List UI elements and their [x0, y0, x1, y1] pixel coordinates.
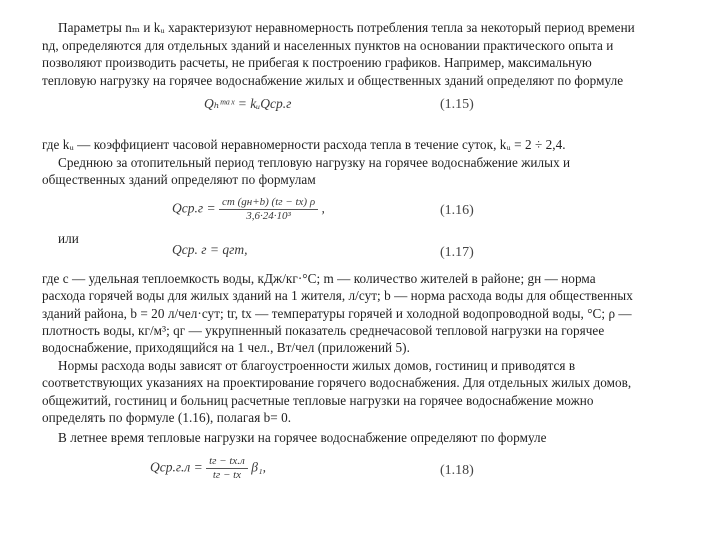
- paragraph-4-line-4: определять по формуле (1.16), полагая b= 0.: [42, 410, 292, 425]
- formula-1-16-fraction: [219, 196, 318, 223]
- paragraph-3-line-2: расхода горячей воды для жилых зданий на 1 жителя, л/сут; b — норма расхода воды для общественных: [42, 288, 633, 303]
- paragraph-3-line-1: где c — удельная теплоемкость воды, кДж/кг·°С; m — количество жителей в районе; gн — норма: [42, 271, 596, 286]
- formula-1-18: [150, 455, 266, 482]
- formula-1-16-denominator: 3,6·24·10³: [246, 210, 291, 222]
- paragraph-1-line-1: Параметры nₘ и kᵤ характеризуют неравномерность потребления тепла за некоторый период времени: [58, 20, 635, 35]
- paragraph-3-line-3: зданий района, b = 20 л/чел·сут; tг, tх — температуры горячей и холодной водопроводной воды, °С; ρ —: [42, 306, 632, 321]
- paragraph-4-line-3: общежитий, гостиниц и больниц расчетные тепловые нагрузки на горячее водоснабжение можно: [42, 393, 594, 408]
- paragraph-2-line-1: где kᵤ — коэффициент часовой неравномерности расхода тепла в течение суток, kᵤ = 2 ÷ 2,4.: [42, 137, 566, 152]
- paragraph-1-line-4: тепловую нагрузку на горячее водоснабжение жилых и общественных зданий определяют по формуле: [42, 73, 624, 88]
- paragraph-3-line-5: водоснабжение, приходящийся на 1 чел., Вт/чел (приложений 5).: [42, 340, 410, 355]
- formula-1-17: Qср. г = qгm,: [172, 242, 248, 257]
- formula-1-18-numerator: tг − tх.л: [206, 455, 248, 469]
- paragraph-3-line-4: плотность воды, кг/м³; qг — укрупненный показатель среднечасовой тепловой нагрузки на горячее: [42, 323, 605, 338]
- formula-1-18-lhs: Qср.г.л =: [150, 459, 203, 475]
- paragraph-4-line-2: соответствующих указаниях на проектирование горячего водоснабжения. Для отдельных жилых домов,: [42, 375, 632, 390]
- formula-1-16-numerator: cm (gн+b) (tг − tх) ρ: [219, 196, 318, 210]
- formula-1-16-tail: ,: [321, 200, 325, 216]
- paragraph-4-line-1: Нормы расхода воды зависят от благоустроенности жилых домов, гостиниц и приводятся в: [58, 358, 576, 373]
- formula-1-18-denominator: tг − tх: [212, 469, 242, 481]
- formula-1-17-number: (1.17): [440, 245, 474, 260]
- paragraph-2-line-3: общественных зданий определяют по формулам: [42, 172, 316, 187]
- formula-1-16-lhs: Qср.г =: [172, 200, 216, 216]
- formula-1-15: Qₕᵐᵃˣ = kᵤQср.г: [204, 96, 292, 111]
- formula-1-16: [172, 196, 325, 223]
- formula-1-15-number: (1.15): [440, 97, 474, 112]
- formula-1-18-tail: β₁,: [251, 459, 267, 475]
- paragraph-5-line-1: В летнее время тепловые нагрузки на горячее водоснабжение определяют по формуле: [58, 430, 547, 445]
- ili-label: или: [58, 231, 79, 246]
- paragraph-1-line-3: позволяют производить расчеты, не прибегая к построению графиков. Например, максимальную: [42, 55, 592, 70]
- formula-1-16-number: (1.16): [440, 203, 474, 218]
- paragraph-1-line-2: nд, определяются для отдельных зданий и населенных пунктов на основании практического опыта и: [42, 38, 614, 53]
- paragraph-2-line-2: Среднюю за отопительный период тепловую нагрузку на горячее водоснабжение жилых и: [58, 155, 571, 170]
- formula-1-18-fraction: [206, 455, 248, 482]
- formula-1-18-number: (1.18): [440, 463, 474, 478]
